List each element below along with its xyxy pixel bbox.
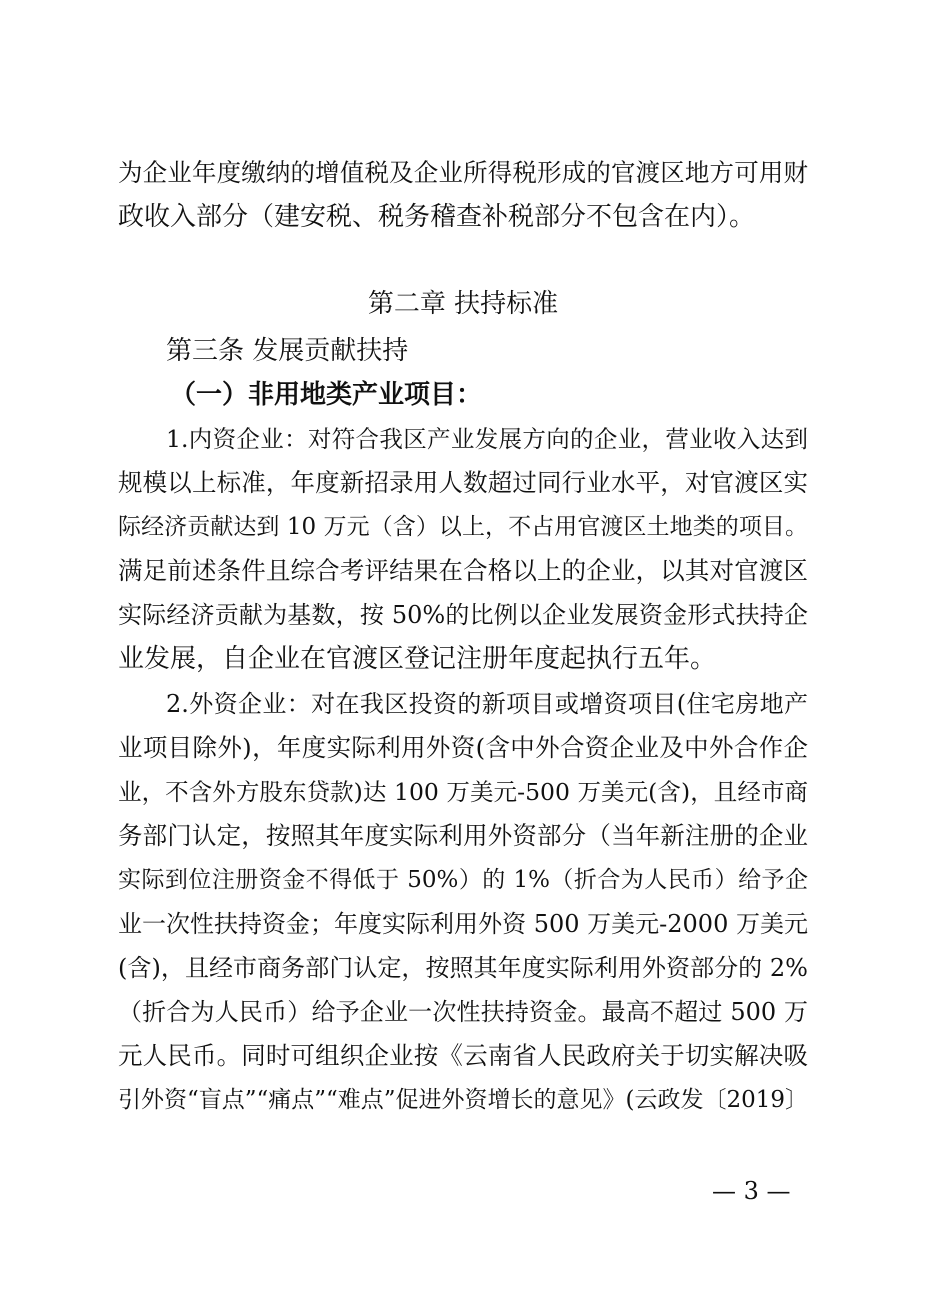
intro-line-2: 政收入部分（建安税、税务稽查补税部分不包含在内）。 — [118, 202, 756, 232]
para2-line-6: 业一次性扶持资金；年度实际利用外资 500 万美元-2000 万美元 — [118, 910, 808, 938]
para1-line-5: 实际经济贡献为基数，按 50%的比例以企业发展资金形式扶持企 — [118, 601, 808, 629]
para2-line-1: 2.外资企业：对在我区投资的新项目或增资项目(住宅房地产 — [166, 690, 808, 718]
para2-line-3: 业，不含外方股东贷款)达 100 万美元-500 万美元(含)，且经市商 — [118, 778, 808, 806]
para2-line-7: (含)，且经市商务部门认定，按照其年度实际利用外资部分的 2% — [118, 954, 808, 982]
para1-line-4: 满足前述条件且综合考评结果在合格以上的企业，以其对官渡区 — [118, 556, 808, 585]
para1-line-3: 际经济贡献达到 10 万元（含）以上，不占用官渡区土地类的项目。 — [118, 514, 808, 540]
para2-line-4: 务部门认定，按照其年度实际利用外资部分（当年新注册的企业 — [118, 821, 808, 850]
para2-line-8: （折合为人民币）给予企业一次性扶持资金。最高不超过 500 万 — [118, 998, 808, 1026]
para2-line-2: 业项目除外)，年度实际利用外资(含中外合资企业及中外合作企 — [118, 733, 808, 762]
chapter-title: 第二章 扶持标准 — [367, 289, 559, 319]
para1-line-2: 规模以上标准，年度新招录用人数超过同行业水平，对官渡区实 — [118, 468, 808, 497]
article-title: 第三条 发展贡献扶持 — [166, 336, 409, 366]
para1-line-6: 业发展，自企业在官渡区登记注册年度起执行五年。 — [118, 644, 717, 674]
para2-line-9: 元人民币。同时可组织企业按《云南省人民政府关于切实解决吸 — [118, 1041, 808, 1070]
para2-line-5: 实际到位注册资金不得低于 50%）的 1%（折合为人民币）给予企 — [118, 867, 808, 893]
intro-line-1: 为企业年度缴纳的增值税及企业所得税形成的官渡区地方可用财 — [118, 158, 808, 187]
section-title: （一）非用地类产业项目： — [170, 380, 483, 410]
para1-line-1: 1.内资企业：对符合我区产业发展方向的企业，营业收入达到 — [166, 425, 808, 453]
para2-line-10: 引外资“盲点”“痛点”“难点”促进外资增长的意见》(云政发〔2019〕 — [118, 1087, 808, 1113]
page-number: — 3 — — [712, 1177, 791, 1205]
